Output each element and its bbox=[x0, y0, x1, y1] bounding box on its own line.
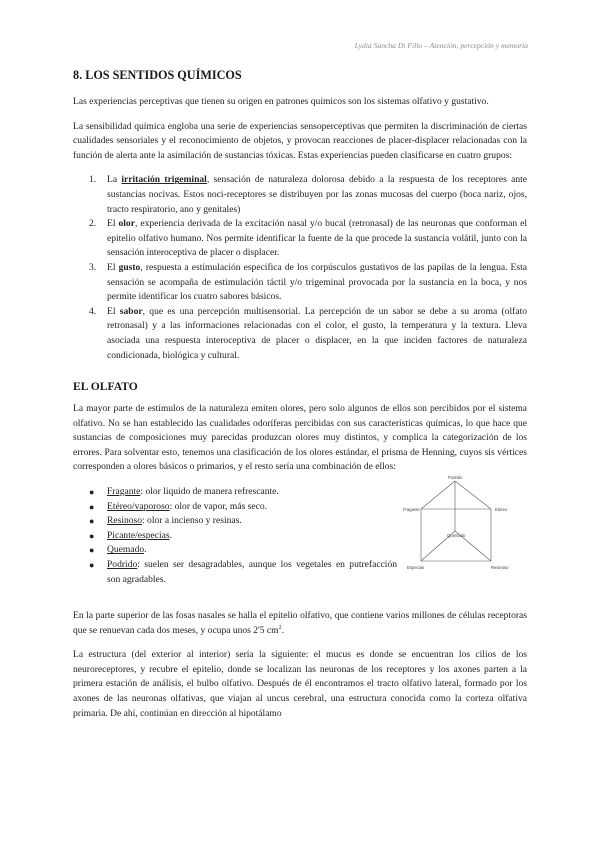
term-olor: olor bbox=[118, 218, 135, 230]
term-trigeminal: irritación trigeminal bbox=[121, 174, 207, 186]
prism-edge bbox=[455, 481, 491, 509]
list-item-text: , experiencia derivada de la excitación nasal y/o bucal (retronasal) de las neuronas que conforman el epitelio olfativo humano. Nos permite identificar la fuente de la que procede la sustancia volátil, junto con la sensación interoceptiva de placer o displacer. bbox=[107, 218, 528, 259]
prism-label-bottom-left: Especias bbox=[407, 565, 424, 571]
odor-item bbox=[73, 485, 397, 500]
paragraph-structure: La estructura (del exterior al interior) sería la siguiente: el mucus es donde se encuentran los cilios de los neuroreceptores, y recubre el epitelio, donde se localizan las neuronas de los receptores y los axones parten a la primera estación de análisis, el bulbo olfativo. Después de él encontramos el tracto olfativo lateral, formado por los axones de las neuronas olfativas, que viajan al uncus cerebral, una estructura conocida como la corteza olfativa primaria. De ahí, continúan en dirección al hipotálamo bbox=[73, 649, 527, 719]
bullet-icon: ● bbox=[89, 516, 95, 527]
section-title-chemical-senses: 8. LOS SENTIDOS QUÍMICOS bbox=[73, 68, 242, 82]
list-item-prefix: El bbox=[107, 305, 120, 317]
odor-desc: : olor líquido de manera refrescante. bbox=[140, 486, 279, 498]
running-header: Lydia Sancha Di Fillo – Atención, percepción y memoria bbox=[354, 41, 528, 50]
list-item-prefix: La bbox=[107, 174, 122, 186]
bullet-icon: ● bbox=[89, 487, 95, 498]
list-item-text: , sensación de naturaleza dolorosa debido a la respuesta de los receptores ante sustancias nocivas. Estos noci-receptores se distribuyen por las zonas mucosas del cuerpo (boca nariz, ojos, tracto respiratorio, ano y genitales) bbox=[107, 174, 527, 215]
bullet-icon: ● bbox=[89, 530, 95, 541]
odor-classification bbox=[73, 475, 527, 599]
paragraph-intro: Las experiencias perceptivas que tienen su origen en patrones químicos son los sistemas olfativo y gustativo. bbox=[73, 96, 489, 107]
list-item-prefix: El bbox=[107, 218, 119, 230]
odor-item bbox=[73, 558, 397, 587]
odor-name: Podrido bbox=[107, 559, 138, 571]
odor-desc: : olor a incienso y resinas. bbox=[142, 515, 242, 527]
list-number: 2. bbox=[89, 218, 97, 230]
prism-label-top: Podrido bbox=[448, 475, 463, 481]
chemical-experience-list bbox=[73, 173, 527, 363]
list-item bbox=[73, 173, 527, 217]
term-sabor: sabor bbox=[119, 305, 143, 317]
odor-item bbox=[73, 543, 397, 558]
odor-desc: : suelen ser desagradables, aunque los vegetales en putrefacción son agradables. bbox=[107, 559, 397, 585]
epithelium-text: En la parte superior de las fosas nasales se halla el epitelio olfativo, que contiene varios millones de células receptoras que se renuevan cada dos meses, y ocupa unos 2'5 cm bbox=[73, 610, 527, 636]
odor-item bbox=[73, 500, 397, 515]
list-item bbox=[73, 261, 527, 305]
list-item bbox=[73, 217, 527, 261]
odor-name: Fragante bbox=[107, 486, 141, 498]
prism-label-right: Etéreo bbox=[495, 507, 508, 513]
odor-desc: : olor de vapor, más seco. bbox=[169, 500, 268, 512]
epithelium-end: . bbox=[281, 624, 284, 636]
list-item-text: , que es una percepción multisensorial. La percepción de un sabor se debe a su aroma (olfato retronasal) y a las informaciones relacionadas con el color, el gusto, la temperatura y la textura. Lleva asociada una respuesta interoceptiva de placer o displacer, en la que inciden factores de naturaleza condicionada, biológica y cultural. bbox=[107, 305, 527, 361]
bullet-icon: ● bbox=[89, 501, 95, 512]
odor-desc: . bbox=[169, 529, 172, 541]
paragraph-chemical-sensitivity: La sensibilidad química engloba una serie de experiencias sensoperceptivas que permiten la discriminación de ciertas cualidades sensoriales y el reconocimiento de objetos, y provocan reacciones de placer-displacer relacionadas con la función de alerta ante la asimilación de sustancias tóxicas. Estas experiencias pueden clasificarse en cuatro grupos: bbox=[73, 120, 527, 161]
bullet-icon: ● bbox=[89, 545, 95, 556]
odor-name: Resinoso bbox=[107, 515, 143, 527]
list-number: 1. bbox=[89, 174, 97, 186]
list-item-text: , respuesta a estimulación específica de los corpúsculos gustativos de las papilas de la lengua. Esta sensación se acompaña de estimulación táctil y/o trigeminal provocada por la sustancia en la boca, y nos permite identificar los cuatro sabores básicos. bbox=[107, 261, 527, 303]
paragraph-epithelium bbox=[73, 609, 527, 638]
odor-item bbox=[73, 514, 397, 529]
henning-prism-diagram bbox=[403, 475, 527, 575]
odor-name: Picante/especias bbox=[107, 529, 170, 541]
list-number: 3. bbox=[89, 261, 97, 273]
prism-edge bbox=[421, 481, 455, 509]
odor-name: Quemado bbox=[107, 544, 145, 556]
list-item bbox=[73, 305, 527, 363]
section-title-olfato: EL OLFATO bbox=[73, 380, 138, 394]
odor-name: Etéreo/vaporoso bbox=[107, 500, 170, 512]
prism-label-center: Quemado bbox=[447, 533, 466, 539]
prism-label-bottom-right: Resinoso bbox=[491, 565, 509, 571]
paragraph-odors: La mayor parte de estímulos de la naturaleza emiten olores, pero solo algunos de ellos son percibidos por el sistema olfativo. No se han establecido las cualidades odoríferas percibidas con sus características químicas, lo que hace que sustancias de composiciones muy parecidas produzcan olores muy distintos, y complica la categorización de los errores. Para solventar esto, tenemos una clasificación de los olores estándar, el prisma de Henning, cuyos sis vértices corresponden a olores básicos o primarios, y el resto sería una combinación de ellos: bbox=[73, 403, 527, 473]
list-item-prefix: El bbox=[107, 261, 119, 273]
superscript: 2 bbox=[278, 624, 282, 631]
odor-item bbox=[73, 529, 397, 544]
prism-label-left: Fragante bbox=[403, 507, 420, 513]
bullet-icon: ● bbox=[89, 560, 95, 571]
odor-desc: . bbox=[144, 544, 147, 556]
odor-list bbox=[73, 485, 397, 587]
page-content bbox=[73, 68, 527, 731]
list-number: 4. bbox=[89, 305, 97, 317]
term-gusto: gusto bbox=[118, 261, 141, 273]
